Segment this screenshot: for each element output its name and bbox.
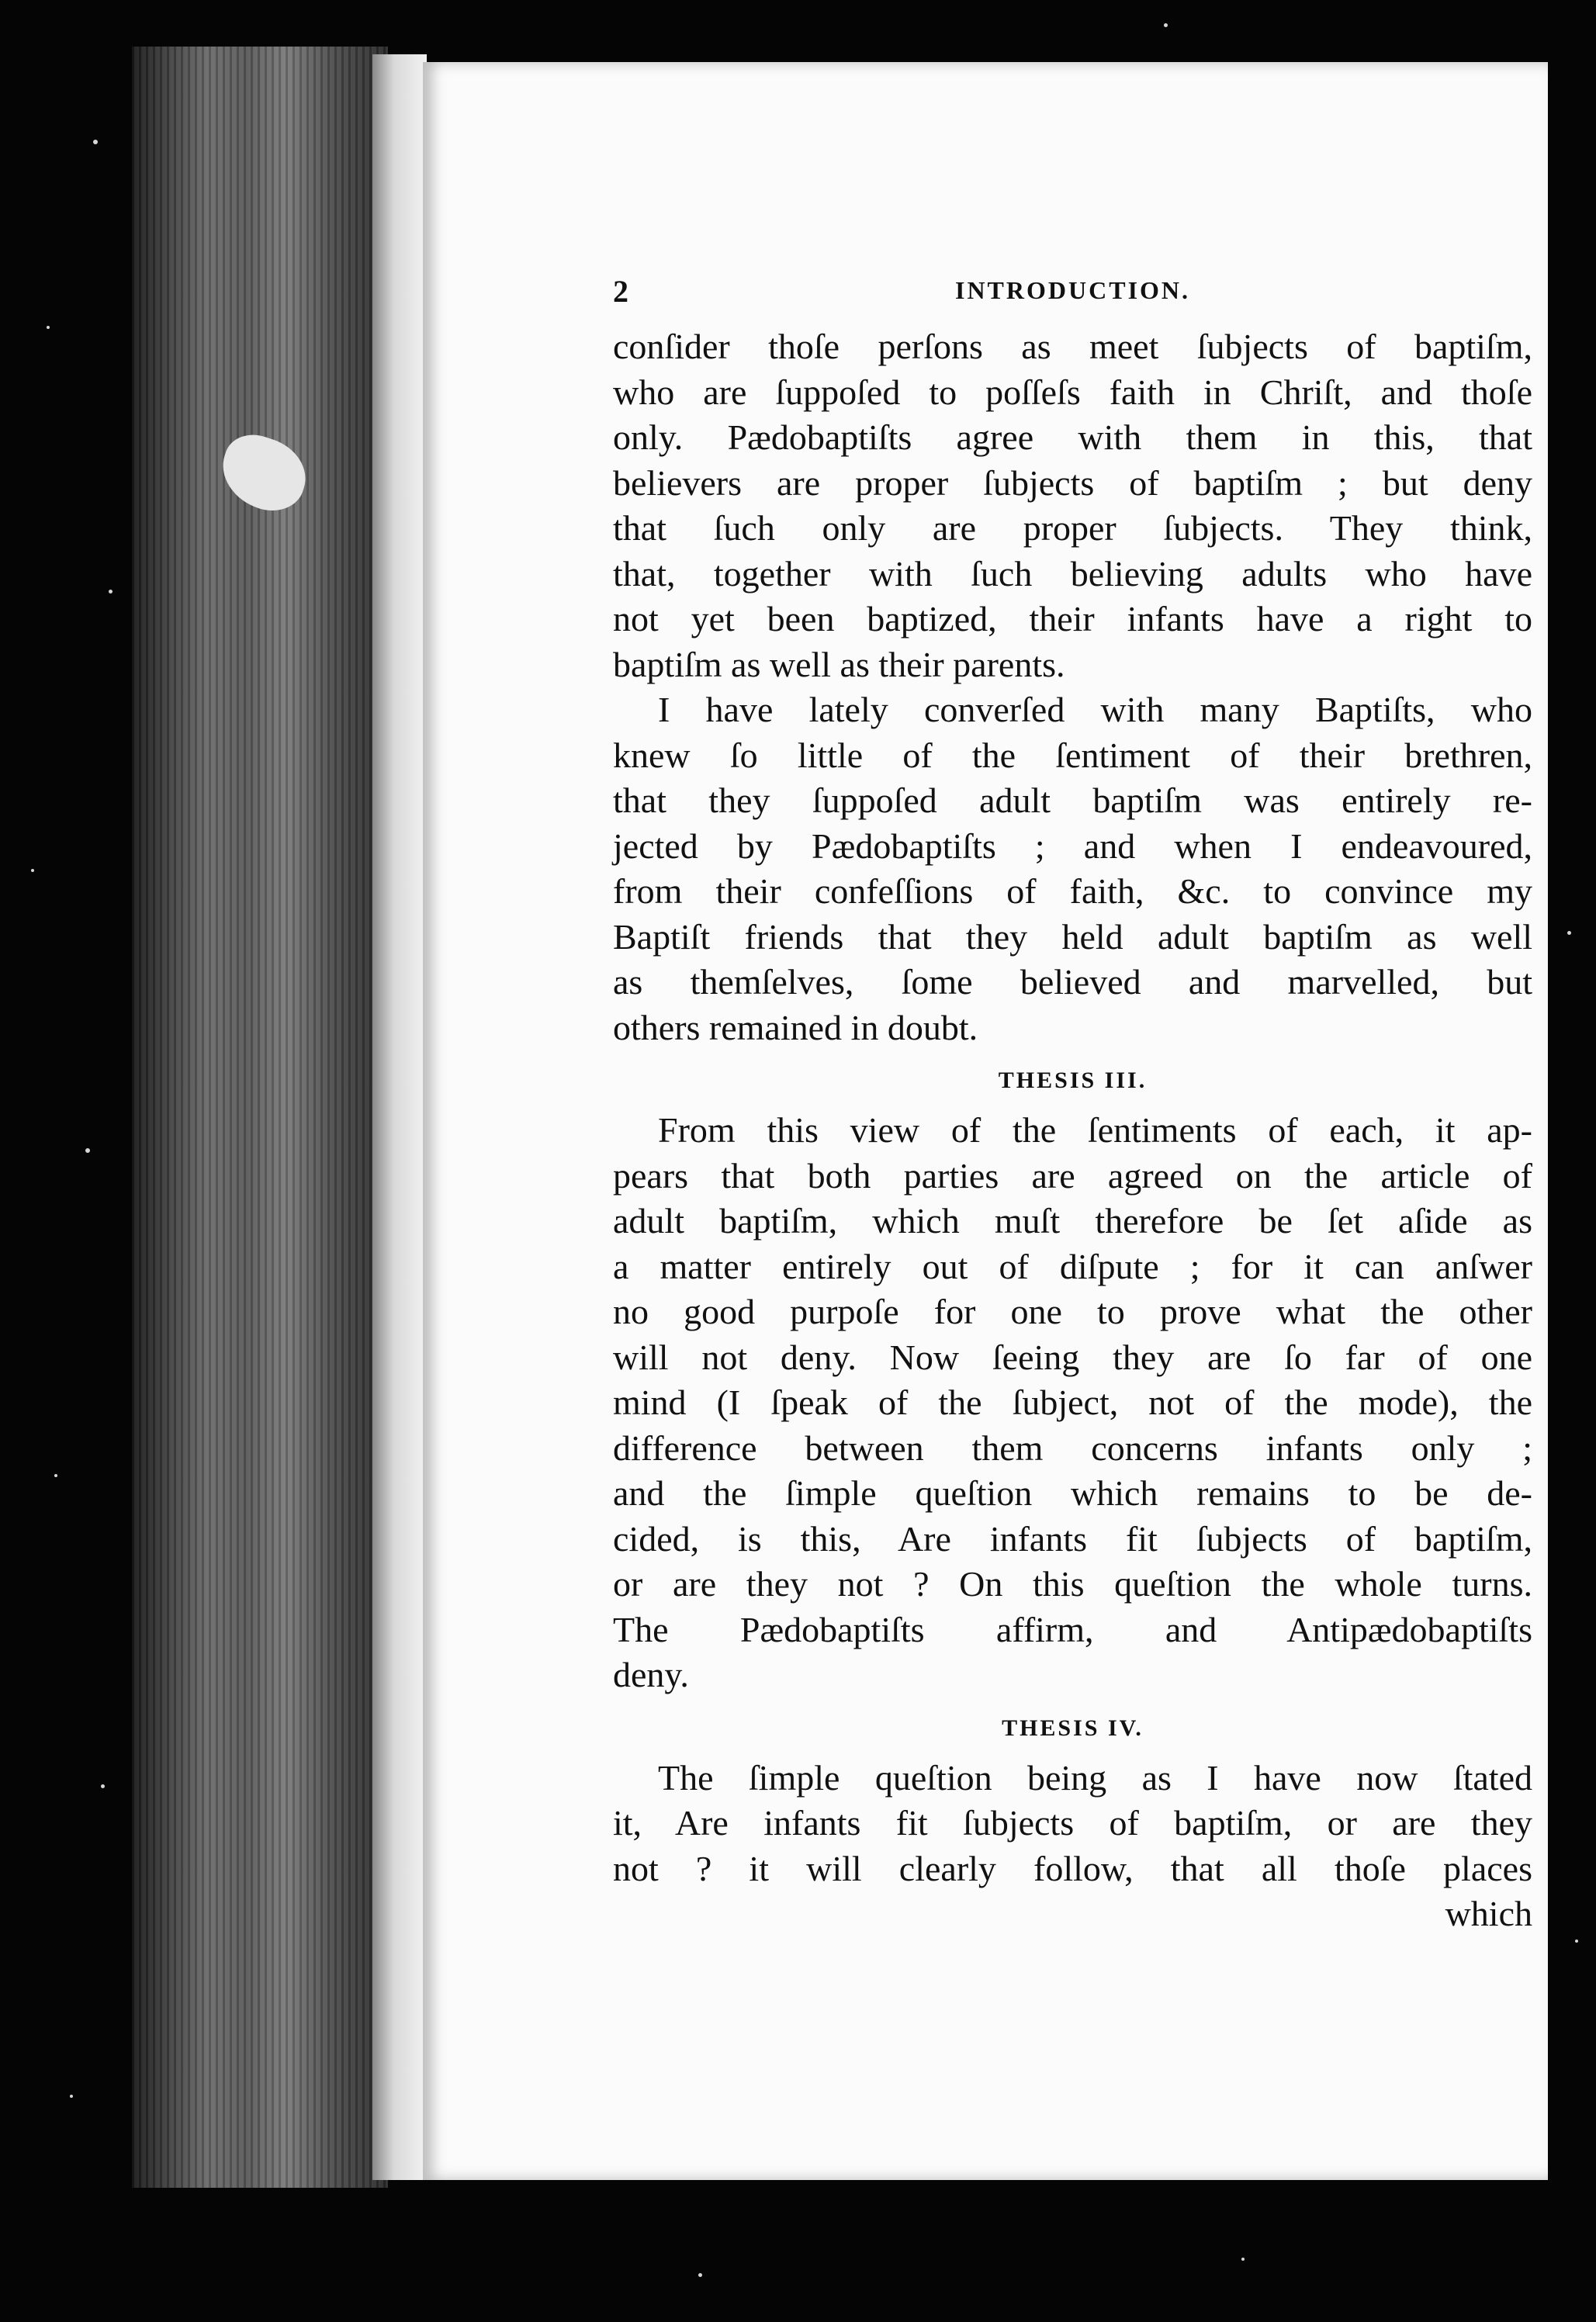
running-title: INTRODUCTION.: [954, 276, 1191, 304]
text-line: it, Are infants fit ſubjects of baptiſm, or are they: [613, 1803, 1532, 1843]
text-line: or are they not ? On this queſtion the whole turns.: [613, 1564, 1532, 1604]
dust-speck: [70, 2095, 73, 2098]
text-line: knew ſo little of the ſentiment of their brethren,: [613, 735, 1532, 775]
text-line: I have lately converſed with many Baptiſts, who: [658, 690, 1532, 729]
paragraph-1: [613, 324, 1532, 687]
paragraph-2: [613, 687, 1532, 1050]
text-line: a matter entirely out of diſpute ; for it can anſwer: [613, 1246, 1532, 1286]
text-line: deny.: [613, 1655, 689, 1694]
text-line: Baptiſt friends that they held adult baptiſm as well: [613, 916, 1532, 957]
dust-speck: [109, 590, 113, 593]
text-line: mind (I ſpeak of the ſubject, not of the mode), the: [613, 1382, 1532, 1422]
section-heading-thesis-3: THESIS III.: [998, 1068, 1148, 1093]
text-line: from their confeſſions of faith, &c. to convince my: [613, 871, 1532, 911]
text-line: that, together with ſuch believing adults who have: [613, 553, 1532, 593]
dust-speck: [85, 1148, 90, 1153]
text-line: adult baptiſm, which muſt therefore be ſet aſide as: [613, 1201, 1532, 1241]
dust-speck: [93, 140, 98, 144]
text-line: conſider thoſe perſons as meet ſubjects of baptiſm,: [613, 327, 1532, 366]
text-line: no good purpoſe for one to prove what the other: [613, 1292, 1532, 1331]
paragraph-thesis-4: [613, 1756, 1532, 1937]
text-line: baptiſm as well as their parents.: [613, 644, 1065, 684]
page-number: 2: [613, 274, 628, 309]
text-line: pears that both parties are agreed on the article of: [613, 1155, 1532, 1196]
catchword: which: [1445, 1894, 1532, 1933]
running-head: [613, 273, 1532, 320]
dust-speck: [1164, 23, 1168, 27]
text-line: believers are proper ſubjects of baptiſm ; but deny: [613, 462, 1532, 503]
paragraph-thesis-3: [613, 1108, 1532, 1698]
text-line: From this view of the ſentiments of each, it ap-: [658, 1110, 1532, 1150]
text-line: and the ſimple queſtion which remains to be de-: [613, 1473, 1532, 1513]
dust-speck: [54, 1474, 57, 1477]
text-line: as themſelves, ſome believed and marvelled, but: [613, 962, 1532, 1002]
dust-speck: [31, 869, 34, 872]
text-line: cided, is this, Are infants fit ſubjects of baptiſm,: [613, 1518, 1532, 1559]
page-text-block: [613, 273, 1532, 1937]
text-line: that they ſuppoſed adult baptiſm was entirely re-: [613, 780, 1532, 820]
dust-speck: [1575, 1940, 1578, 1943]
spine-texture: [132, 47, 388, 2188]
text-line: only. Pædobaptiſts agree with them in this, that: [613, 417, 1532, 457]
section-heading-thesis-4: THESIS IV.: [1002, 1715, 1144, 1741]
text-line: difference between them concerns infants only ;: [613, 1427, 1532, 1468]
text-line: that ſuch only are proper ſubjects. They think,: [613, 508, 1532, 548]
text-line: The Pædobaptiſts affirm, and Antipædobaptiſts: [613, 1609, 1532, 1649]
dust-speck: [101, 1784, 105, 1788]
dust-speck: [1241, 2258, 1245, 2261]
text-line: who are ſuppoſed to poſſeſs faith in Chriſt, and thoſe: [613, 372, 1532, 412]
text-line: The ſimple queſtion being as I have now ſtated: [658, 1757, 1532, 1798]
dust-speck: [1567, 931, 1571, 935]
book-spine: [132, 47, 388, 2188]
text-line: not ? it will clearly follow, that all thoſe places: [613, 1848, 1532, 1888]
text-line: will not deny. Now ſeeing they are ſo far of one: [613, 1337, 1532, 1377]
text-line: others remained in doubt.: [613, 1007, 978, 1047]
text-line: not yet been baptized, their infants have a right to: [613, 599, 1532, 638]
page-gutter-edge: [372, 54, 427, 2180]
text-line: jected by Pædobaptiſts ; and when I endeavoured,: [613, 825, 1532, 866]
dust-speck: [698, 2273, 702, 2277]
dust-speck: [47, 326, 50, 329]
